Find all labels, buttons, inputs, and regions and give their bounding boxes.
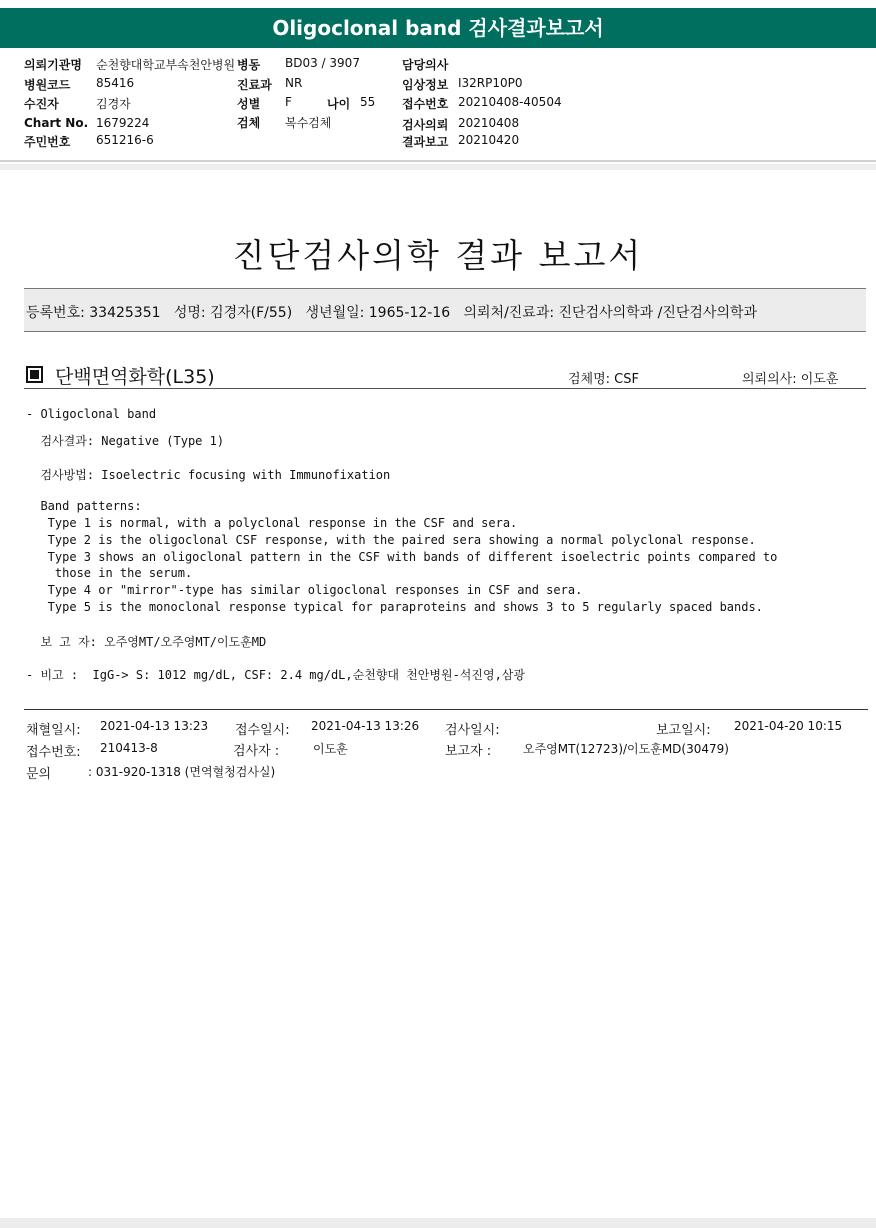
band-type-5: Type 5 is the monoclonal response typical for paraproteins and shows 3 to 5 regularly spaced bands. — [26, 600, 763, 614]
physician-label: 담당의사 — [402, 58, 449, 72]
patient-value: 김경자 — [96, 97, 131, 111]
section-title: 단백면역화학(L35) — [55, 366, 215, 388]
band-type-3: Type 3 shows an oligoclonal pattern in the CSF with bands of different isoelectric points compared to — [26, 550, 778, 564]
ward-value: BD03 / 3907 — [285, 56, 360, 70]
clinical-info-label: 임상정보 — [402, 78, 449, 92]
tester-value: 이도훈 — [313, 742, 348, 756]
reporter-label: 보고자 : — [445, 744, 492, 759]
ward-label: 병동 — [237, 58, 261, 72]
hospital-label: 의뢰기관명 — [24, 58, 82, 72]
reporters: 보 고 자: 오주영MT/오주영MT/이도훈MD — [26, 635, 267, 649]
footer-divider — [24, 709, 868, 710]
chart-no-label: Chart No. — [24, 116, 89, 130]
accession-label: 접수번호: — [26, 745, 81, 760]
report-time-value: 2021-04-20 10:15 — [734, 719, 843, 733]
registration-line: 등록번호: 33425351 성명: 김경자(F/55) 생년월일: 1965-12-16 의뢰처/진료과: 진단검사의학과 /진단검사의학과 — [26, 305, 758, 321]
section-heading — [26, 362, 215, 389]
report-time-label: 보고일시: — [656, 723, 711, 738]
report-date-label: 결과보고 — [402, 135, 449, 149]
report-date-value: 20210420 — [458, 133, 520, 147]
hospital-code-value: 85416 — [96, 76, 135, 90]
result-title: - Oligoclonal band — [26, 407, 157, 421]
header-divider — [0, 160, 876, 162]
band-type-3-cont: those in the serum. — [26, 566, 193, 580]
band-type-4: Type 4 or "mirror"-type has similar oligoclonal responses in CSF and sera. — [26, 583, 583, 597]
receipt-no-label: 접수번호 — [402, 97, 449, 111]
report-title: 진단검사의학 결과 보고서 — [232, 236, 644, 275]
result-value: 검사결과: Negative (Type 1) — [26, 434, 225, 448]
clinical-info-value: I32RP10P0 — [458, 76, 523, 90]
receive-time-label: 접수일시: — [235, 723, 290, 738]
chart-no-value: 1679224 — [96, 116, 150, 130]
band-patterns-heading: Band patterns: — [26, 499, 142, 513]
dept-label: 진료과 — [237, 78, 272, 92]
specimen-label: 검체 — [237, 116, 261, 130]
collect-time-value: 2021-04-13 13:23 — [100, 719, 209, 733]
hospital-code-label: 병원코드 — [24, 78, 71, 92]
tester-label: 검사자 : — [233, 744, 280, 759]
specimen-value: 복수검체 — [285, 116, 332, 130]
sex-value: F — [285, 95, 292, 109]
band-type-2: Type 2 is the oligoclonal CSF response, with the paired sera showing a normal polyclonal response. — [26, 533, 756, 547]
requesting-doctor: 의뢰의사: 이도훈 — [742, 372, 839, 387]
header-divider-shadow — [0, 164, 876, 170]
reporter-value: 오주영MT(12723)/이도훈MD(30479) — [523, 742, 729, 756]
specimen-name: 검체명: CSF — [568, 372, 639, 387]
receipt-no-value: 20210408-40504 — [458, 95, 562, 109]
band-type-1: Type 1 is normal, with a polyclonal response in the CSF and sera. — [26, 516, 518, 530]
remarks: - 비고 : IgG-> S: 1012 mg/dL, CSF: 2.4 mg/dL,순천향대 천안병원-석진영,삼광 — [26, 668, 525, 682]
hospital-value: 순천향대학교부속천안병원 — [96, 58, 236, 72]
resident-no-label: 주민번호 — [24, 135, 71, 149]
inquiry-label: 문의 — [26, 767, 52, 782]
age-label: 나이 — [327, 97, 351, 111]
test-time-label: 검사일시: — [445, 723, 500, 738]
accession-value: 210413-8 — [100, 741, 158, 755]
checkbox-square-icon — [26, 366, 43, 383]
section-divider — [24, 388, 866, 389]
inquiry-value: : 031-920-1318 (면역혈청검사실) — [88, 765, 276, 779]
resident-no-value: 651216-6 — [96, 133, 154, 147]
age-value: 55 — [360, 95, 376, 109]
request-date-value: 20210408 — [458, 116, 520, 130]
dept-value: NR — [285, 76, 303, 90]
test-method: 검사방법: Isoelectric focusing with Immunofixation — [26, 468, 391, 482]
report-banner: Oligoclonal band 검사결과보고서 — [0, 8, 876, 48]
sex-label: 성별 — [237, 97, 261, 111]
request-date-label: 검사의뢰 — [402, 118, 449, 132]
collect-time-label: 채혈일시: — [26, 723, 81, 738]
patient-label: 수진자 — [24, 97, 59, 111]
bottom-strip — [0, 1218, 876, 1228]
receive-time-value: 2021-04-13 13:26 — [311, 719, 420, 733]
